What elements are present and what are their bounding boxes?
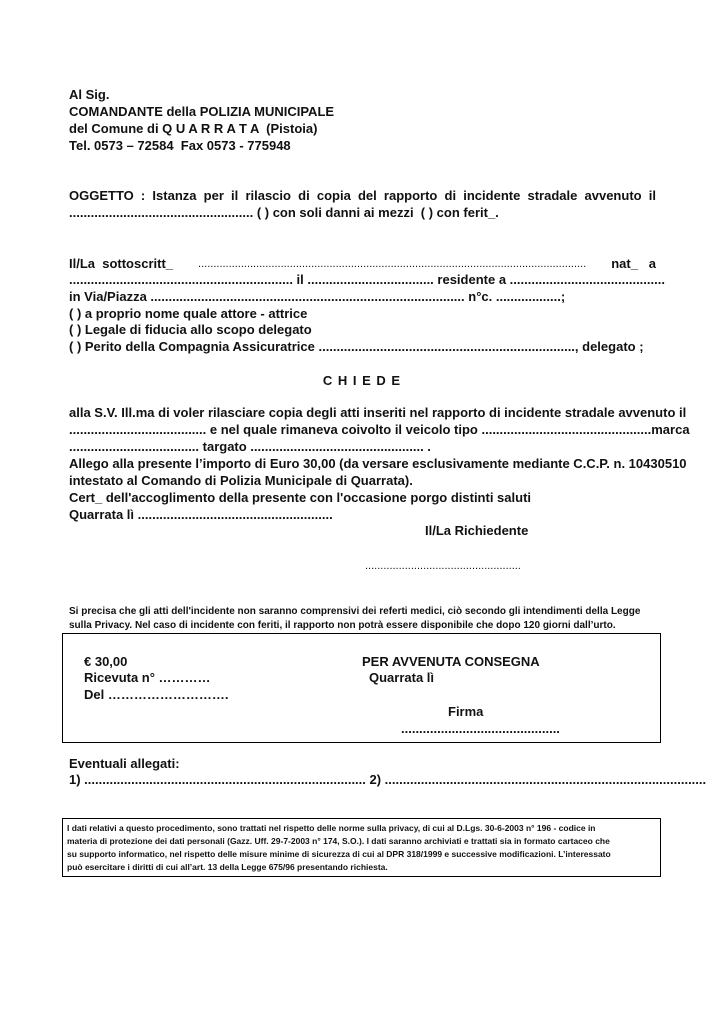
subject-word: :	[140, 188, 146, 203]
delivery-title: PER AVVENUTA CONSEGNA	[362, 654, 540, 669]
addressee-line-3: del Comune di Q U A R R A T A (Pistoia)	[69, 121, 318, 136]
subject-word: Istanza	[152, 188, 197, 203]
request-line-4: Allego alla presente l’importo di Euro 30,00 (da versare esclusivamente mediante C.C.P. n. 10430510	[69, 456, 687, 471]
subject-word: copia	[316, 188, 351, 203]
subject-word: il	[648, 188, 656, 203]
signer-signature-field: ...................................................	[365, 560, 521, 572]
addressee-line-2: COMANDANTE della POLIZIA MUNICIPALE	[69, 104, 335, 119]
addressee-line-4: Tel. 0573 – 72584 Fax 0573 - 775948	[69, 138, 291, 153]
declarant-name-field: ...............................................................................................................................	[198, 258, 587, 270]
attachments-title: Eventuali allegati:	[69, 756, 180, 771]
receipt-number: Ricevuta n° …………	[84, 670, 211, 685]
subject-word: stradale	[527, 188, 578, 203]
data-protection-line-1: I dati relativi a questo procedimento, sono trattati nel rispetto delle norme sulla privacy, di cui al D.Lgs. 30-6-2003 n° 196 - codice in	[67, 823, 596, 833]
request-line-6: Cert_ dell'accoglimento della presente con l'occasione porgo distinti saluti	[69, 490, 532, 505]
option-expert: ( ) Perito della Compagnia Assicuratrice ......................................................................., delegato ;	[69, 339, 644, 354]
subject-word: avvenuto	[584, 188, 642, 203]
receipt-date: Del ……………………….	[84, 687, 229, 702]
request-line-2-text: ...................................... e nel quale rimaneva coivolto il veicolo tipo ...............................................	[69, 422, 652, 437]
data-protection-line-4: può esercitare i diritti di cui all’art. 13 della Legge 675/96 presentando richiesta.	[67, 862, 388, 872]
request-line-3: .................................... targato ................................................ .	[69, 439, 431, 454]
receipt-amount: € 30,00	[84, 654, 128, 669]
addressee-line-1: Al Sig.	[69, 87, 110, 102]
subject-line-2: ................................................... ( ) con soli danni ai mezzi ( ) con ferit_.	[69, 205, 499, 220]
declarant-label: Il/La sottoscritt_	[69, 256, 174, 271]
subject-word: il	[231, 188, 239, 203]
subject-word: di	[298, 188, 310, 203]
subject-word: rapporto	[383, 188, 438, 203]
signer-label: Il/La Richiedente	[425, 523, 529, 538]
delivery-place: Quarrata lì	[369, 670, 435, 685]
subject-word: OGGETTO	[69, 188, 134, 203]
subject-word: incidente	[463, 188, 521, 203]
request-heading: C H I E D E	[322, 373, 402, 388]
subject-word: di	[444, 188, 457, 203]
delivery-signature-field: ............................................	[401, 721, 560, 736]
request-line-2	[69, 422, 690, 438]
subject-word: rilascio	[245, 188, 291, 203]
subject-word: del	[357, 188, 377, 203]
declarant-line-3: in Via/Piazza ....................................................................................... n°c. ..................;	[69, 289, 566, 304]
data-protection-line-3: su supporto informatico, nel rispetto delle misure minime di sicurezza di cui al DPR 318/1999 e successive modificazioni. L’interessato	[67, 849, 611, 859]
request-line-5: intestato al Comando di Polizia Municipale di Quarrata).	[69, 473, 413, 488]
privacy-note-line-1: Si precisa che gli atti dell'incidente non saranno comprensivi dei referti medici, ciò secondo gli intendimenti della Legge	[69, 606, 641, 617]
request-brand-label: marca	[651, 422, 690, 437]
delivery-signature-label: Firma	[448, 704, 484, 719]
option-actor: ( ) a proprio nome quale attore - attrice	[69, 306, 308, 321]
attachments-line: 1) .............................................................................. 2) .........................................................................................	[69, 772, 707, 787]
privacy-note-line-2: sulla Privacy. Nel caso di incidente con feriti, il rapporto non potrà essere disponibile che dopo 120 giorni dall’urto.	[69, 620, 616, 631]
option-lawyer: ( ) Legale di fiducia allo scopo delegato	[69, 322, 312, 337]
declarant-birth-label: nat_ a	[611, 256, 656, 271]
subject-line-1	[69, 188, 656, 204]
declarant-line-2: .............................................................. il ................................... residente a ...........................................	[69, 272, 665, 287]
declarant-line-1	[69, 256, 656, 272]
subject-word: per	[203, 188, 224, 203]
request-line-7: Quarrata lì ......................................................	[69, 507, 333, 522]
request-line-1: alla S.V. Ill.ma di voler rilasciare copia degli atti inseriti nel rapporto di incidente stradale avvenuto il	[69, 405, 687, 420]
data-protection-line-2: materia di protezione dei dati personali (Gazz. Uff. 29-7-2003 n° 174, S.O.). I dati saranno archiviati e trattati sia in formato cartaceo che	[67, 836, 610, 846]
